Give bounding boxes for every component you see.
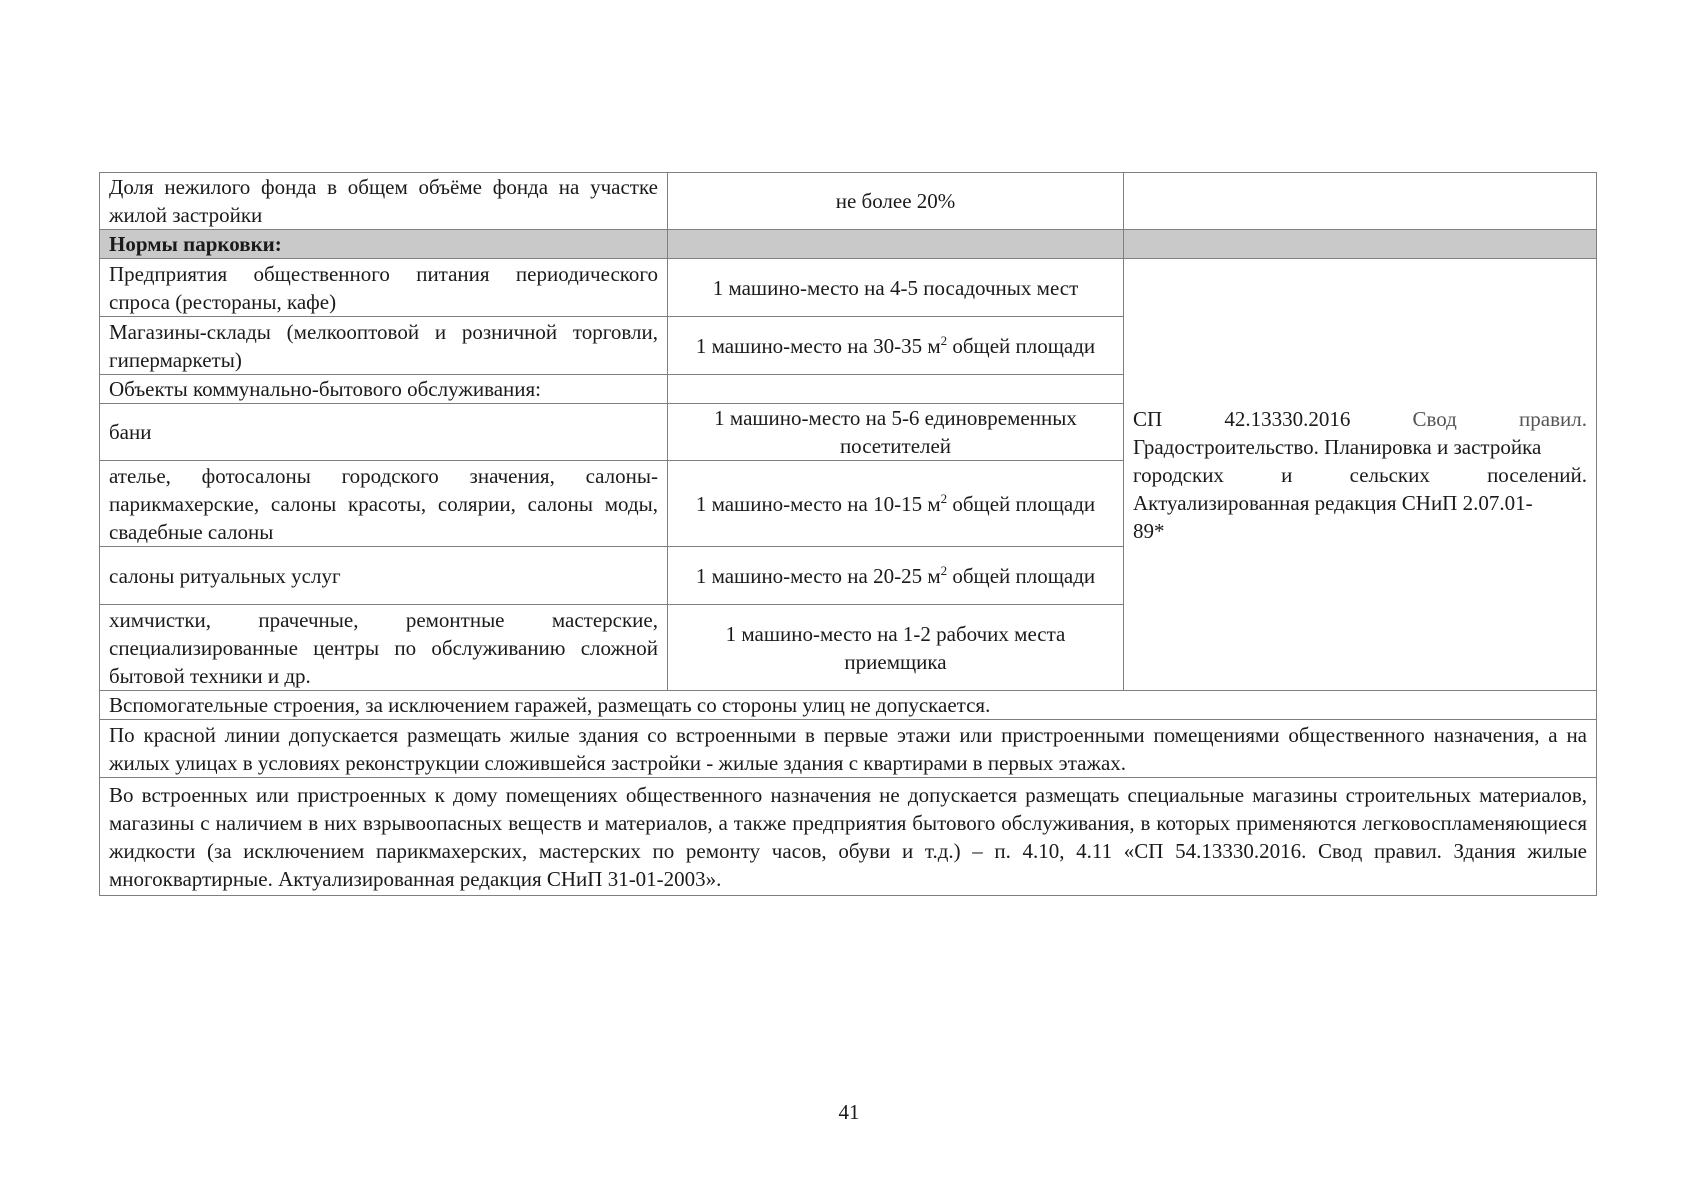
row-value: 1 машино-место на 30-35 $м^2$ общей площади: [668, 317, 1124, 375]
note-row: По красной линии допускается размещать жилые здания со встроенными в первые этажи или пристроенными помещениями общественного назначения, а на жилых улицах в условиях реконструкции сложившейся застройки - жилые здания с квартирами в первых этажах.: [100, 720, 1597, 778]
table-row: [100, 259, 1597, 317]
row-label: салоны ритуальных услуг: [100, 547, 668, 605]
reference-line-5: 89*: [1133, 518, 1165, 543]
note-row: Во встроенных или пристроенных к дому помещениях общественного назначения не допускается размещать специальные магазины строительных материалов, магазины с наличием в них взрывоопасных веществ и материалов, а также предприятия бытового обслуживания, в которых применяются легковоспламеняющиеся жидкости (за исключением парикмахерских, мастерских по ремонту часов, обуви и т.д.) – п. 4.10, 4.11 «СП 54.13330.2016. Свод правил. Здания жилые многоквартирные. Актуализированная редакция СНиП 31-01-2003».: [100, 778, 1597, 896]
section-header-empty: [1124, 230, 1597, 259]
row-label: ателье, фотосалоны городского значения, салоны-парикмахерские, салоны красоты, солярии, салоны моды, свадебные салоны: [100, 461, 668, 547]
reference-line-4: Актуализированная редакция СНиП 2.07.01-: [1133, 490, 1533, 515]
row-label: химчистки, прачечные, ремонтные мастерские, специализированные центры по обслуживанию сложной бытовой техники и др.: [100, 605, 668, 691]
table-row: [100, 720, 1597, 778]
row-value: 1 машино-место на 10-15 $м^2$ общей площади: [668, 461, 1124, 547]
reference-line-3: городских и сельских поселений.: [1133, 462, 1587, 487]
table-row: [100, 173, 1597, 230]
norms-table: [99, 172, 1597, 896]
section-header-empty: [668, 230, 1124, 259]
row-label: бани: [100, 404, 668, 461]
row-reference: [1124, 173, 1597, 230]
row-label: Магазины-склады (мелкооптовой и розничной торговли, гипермаркеты): [100, 317, 668, 375]
table-row: [100, 691, 1597, 720]
note-row: Вспомогательные строения, за исключением гаражей, размещать со стороны улиц не допускается.: [100, 691, 1597, 720]
row-value: 1 машино-место на 5-6 единовременных посетителей: [668, 404, 1124, 461]
reference-line-1: СП 42.13330.2016 Свод правил.: [1133, 406, 1587, 431]
row-value: 1 машино-место на 1-2 рабочих места приемщика: [668, 605, 1124, 691]
row-label: Доля нежилого фонда в общем объёме фонда на участке жилой застройки: [100, 173, 668, 230]
row-value: 1 машино-место на 4-5 посадочных мест: [668, 259, 1124, 317]
row-value: не более 20%: [668, 173, 1124, 230]
row-label: Объекты коммунально-бытового обслуживания:: [100, 375, 668, 404]
row-value: [668, 375, 1124, 404]
regulation-reference: [1124, 259, 1597, 691]
section-header-row: [100, 230, 1597, 259]
table-row: [100, 778, 1597, 896]
row-value: 1 машино-место на 20-25 $м^2$ общей площади: [668, 547, 1124, 605]
reference-line-2: Градостроительство. Планировка и застройка: [1133, 434, 1542, 459]
section-header: Нормы парковки:: [100, 230, 668, 259]
row-label: Предприятия общественного питания периодического спроса (рестораны, кафе): [100, 259, 668, 317]
page-number: 41: [838, 1100, 860, 1124]
